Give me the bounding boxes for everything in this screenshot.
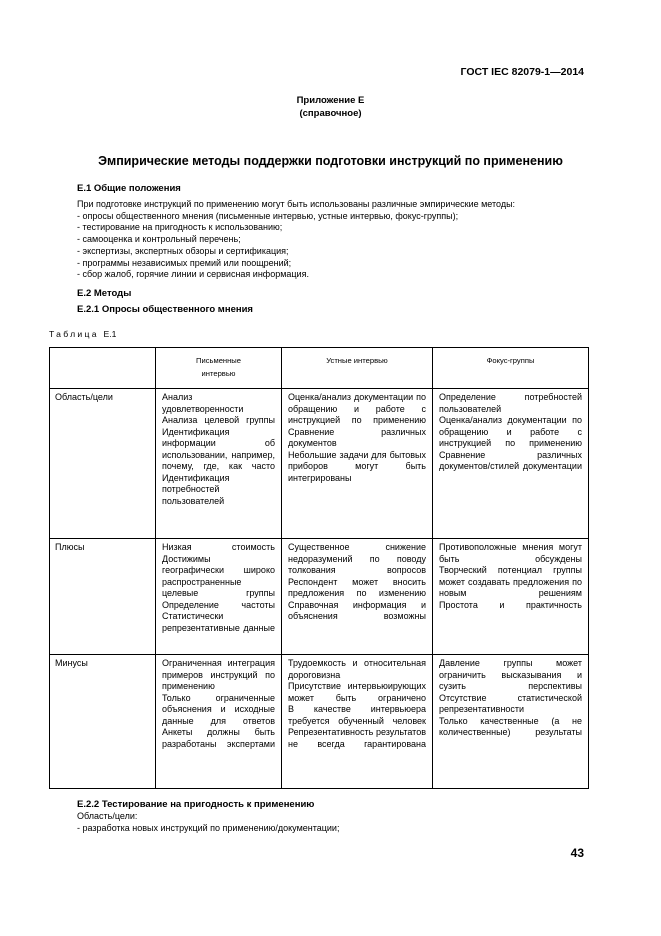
cell-line: Небольшие задачи для бытовых приборов могут быть интегрированы: [288, 449, 426, 483]
annex-title: Приложение Е: [296, 95, 365, 106]
cell-line: Респондент может вносить предложения по изменению: [288, 576, 426, 598]
page-number: 43: [570, 846, 584, 860]
table-caption: [49, 329, 116, 339]
cell-cons-focus: [433, 655, 589, 789]
cell-line: Давление группы может ограничить высказывания и сузить перспективы: [439, 658, 582, 691]
cell-line: Трудоемкость и относительная дороговизна: [288, 658, 426, 680]
cell-line: Анализа целевой группы: [162, 415, 275, 425]
section-e1-body: [77, 199, 515, 281]
cell-pros-written: [156, 539, 282, 655]
cell-cons-oral: [282, 655, 433, 789]
cell-line: Простота и практичность: [439, 599, 582, 610]
header-line: Устные интервью: [326, 356, 388, 365]
row-label-pros: Плюсы: [50, 539, 156, 655]
cell-scope-oral: [282, 389, 433, 539]
cell-scope-written: [156, 389, 282, 539]
list-item: - тестирование на пригодность к использованию;: [77, 222, 283, 233]
table-caption-number: Е.1: [103, 329, 117, 339]
cell-line: Только ограниченные объяснения и исходные данные для ответов: [162, 692, 275, 726]
paragraph-line: Область/цели:: [77, 811, 138, 821]
list-item: - сбор жалоб, горячие линии и сервисная информация.: [77, 269, 309, 280]
section-e22-body: [77, 811, 339, 834]
cell-scope-focus: [433, 389, 589, 539]
section-e21-heading: Е.2.1 Опросы общественного мнения: [77, 304, 253, 315]
main-title: Эмпирические методы поддержки подготовки инструкций по применению: [98, 154, 563, 168]
methods-table: [49, 347, 589, 789]
cell-line: Определение частоты: [162, 599, 275, 610]
cell-cons-written: [156, 655, 282, 789]
column-header-written: [156, 348, 282, 389]
cell-line: Сравнение различных документов/стилей документации: [439, 449, 582, 471]
cell-line: Существенное снижение недоразумений по поводу толкования вопросов: [288, 542, 426, 575]
list-item: - программы независимых премий или поощрений;: [77, 257, 292, 268]
table-row-cons: [50, 655, 589, 789]
header-corner-cell: [50, 348, 156, 389]
cell-line: Статистически репрезентативные данные: [162, 611, 275, 633]
cell-line: Оценка/анализ документации по обращению и работе с инструкцией по применению: [439, 415, 582, 448]
list-item: - опросы общественного мнения (письменные интервью, устные интервью, фокус-группы);: [77, 210, 459, 221]
cell-line: Оценка/анализ документации по обращению и работе с инструкцией по применению: [288, 392, 426, 425]
table-row-pros: [50, 539, 589, 655]
cell-line: Анализ удовлетворенности: [162, 392, 244, 414]
cell-line: Присутствие интервьюирующих может быть ограничено: [288, 681, 426, 703]
cell-line: Репрезентативность результатов не всегда гарантирована: [288, 727, 426, 749]
cell-line: Идентификация информации об использовании, например, почему, где, как часто: [162, 426, 275, 471]
cell-line: Отсутствие статистической репрезентативности: [439, 692, 582, 714]
cell-pros-oral: [282, 539, 433, 655]
table-row-scope: [50, 389, 589, 539]
cell-line: Анкеты должны быть разработаны экспертами: [162, 727, 275, 749]
cell-line: Творческий потенциал группы может создавать предложения по новым решениям: [439, 565, 582, 598]
table-header-row: [50, 348, 589, 389]
standard-number: ГОСТ IEC 82079-1—2014: [460, 66, 584, 78]
cell-line: Противоположные мнения могут быть обсуждены: [439, 542, 582, 564]
paragraph-line: При подготовке инструкций по применению могут быть использованы различные эмпирические методы:: [77, 199, 516, 209]
list-item: - разработка новых инструкций по применению/документации;: [77, 822, 340, 833]
cell-line: Низкая стоимость: [162, 542, 275, 552]
cell-line: В качестве интервьюера требуется обученный человек: [288, 704, 426, 726]
cell-line: Сравнение различных документов: [288, 426, 426, 448]
cell-line: Идентификация потребностей пользователей: [162, 472, 230, 506]
annex-subtitle: (справочное): [299, 108, 362, 119]
row-label-cons: Минусы: [50, 655, 156, 789]
list-item: - самооценка и контрольный перечень;: [77, 234, 241, 245]
annex-label: [0, 94, 661, 120]
section-e1-heading: Е.1 Общие положения: [77, 183, 181, 194]
cell-line: Определение потребностей пользователей: [439, 392, 582, 414]
column-header-oral: [282, 348, 433, 389]
row-label-scope: Область/цели: [50, 389, 156, 539]
header-line: Фокус-группы: [486, 356, 535, 365]
list-item: - экспертизы, экспертных обзоры и сертификация;: [77, 245, 289, 256]
cell-line: Достижимы географически широко распространенные целевые группы: [162, 553, 275, 598]
cell-line: Ограниченная интеграция примеров инструкций по применению: [162, 658, 275, 691]
section-e2-heading: Е.2 Методы: [77, 288, 132, 299]
header-line: Письменные интервью: [196, 356, 241, 378]
table-caption-label: Таблица: [49, 329, 99, 339]
cell-line: Только качественные (а не количественные) результаты: [439, 715, 582, 737]
column-header-focus: [433, 348, 589, 389]
section-e22-heading: Е.2.2 Тестирование на пригодность к применению: [77, 799, 315, 810]
cell-pros-focus: [433, 539, 589, 655]
cell-line: Справочная информация и объяснения возможны: [288, 599, 426, 621]
